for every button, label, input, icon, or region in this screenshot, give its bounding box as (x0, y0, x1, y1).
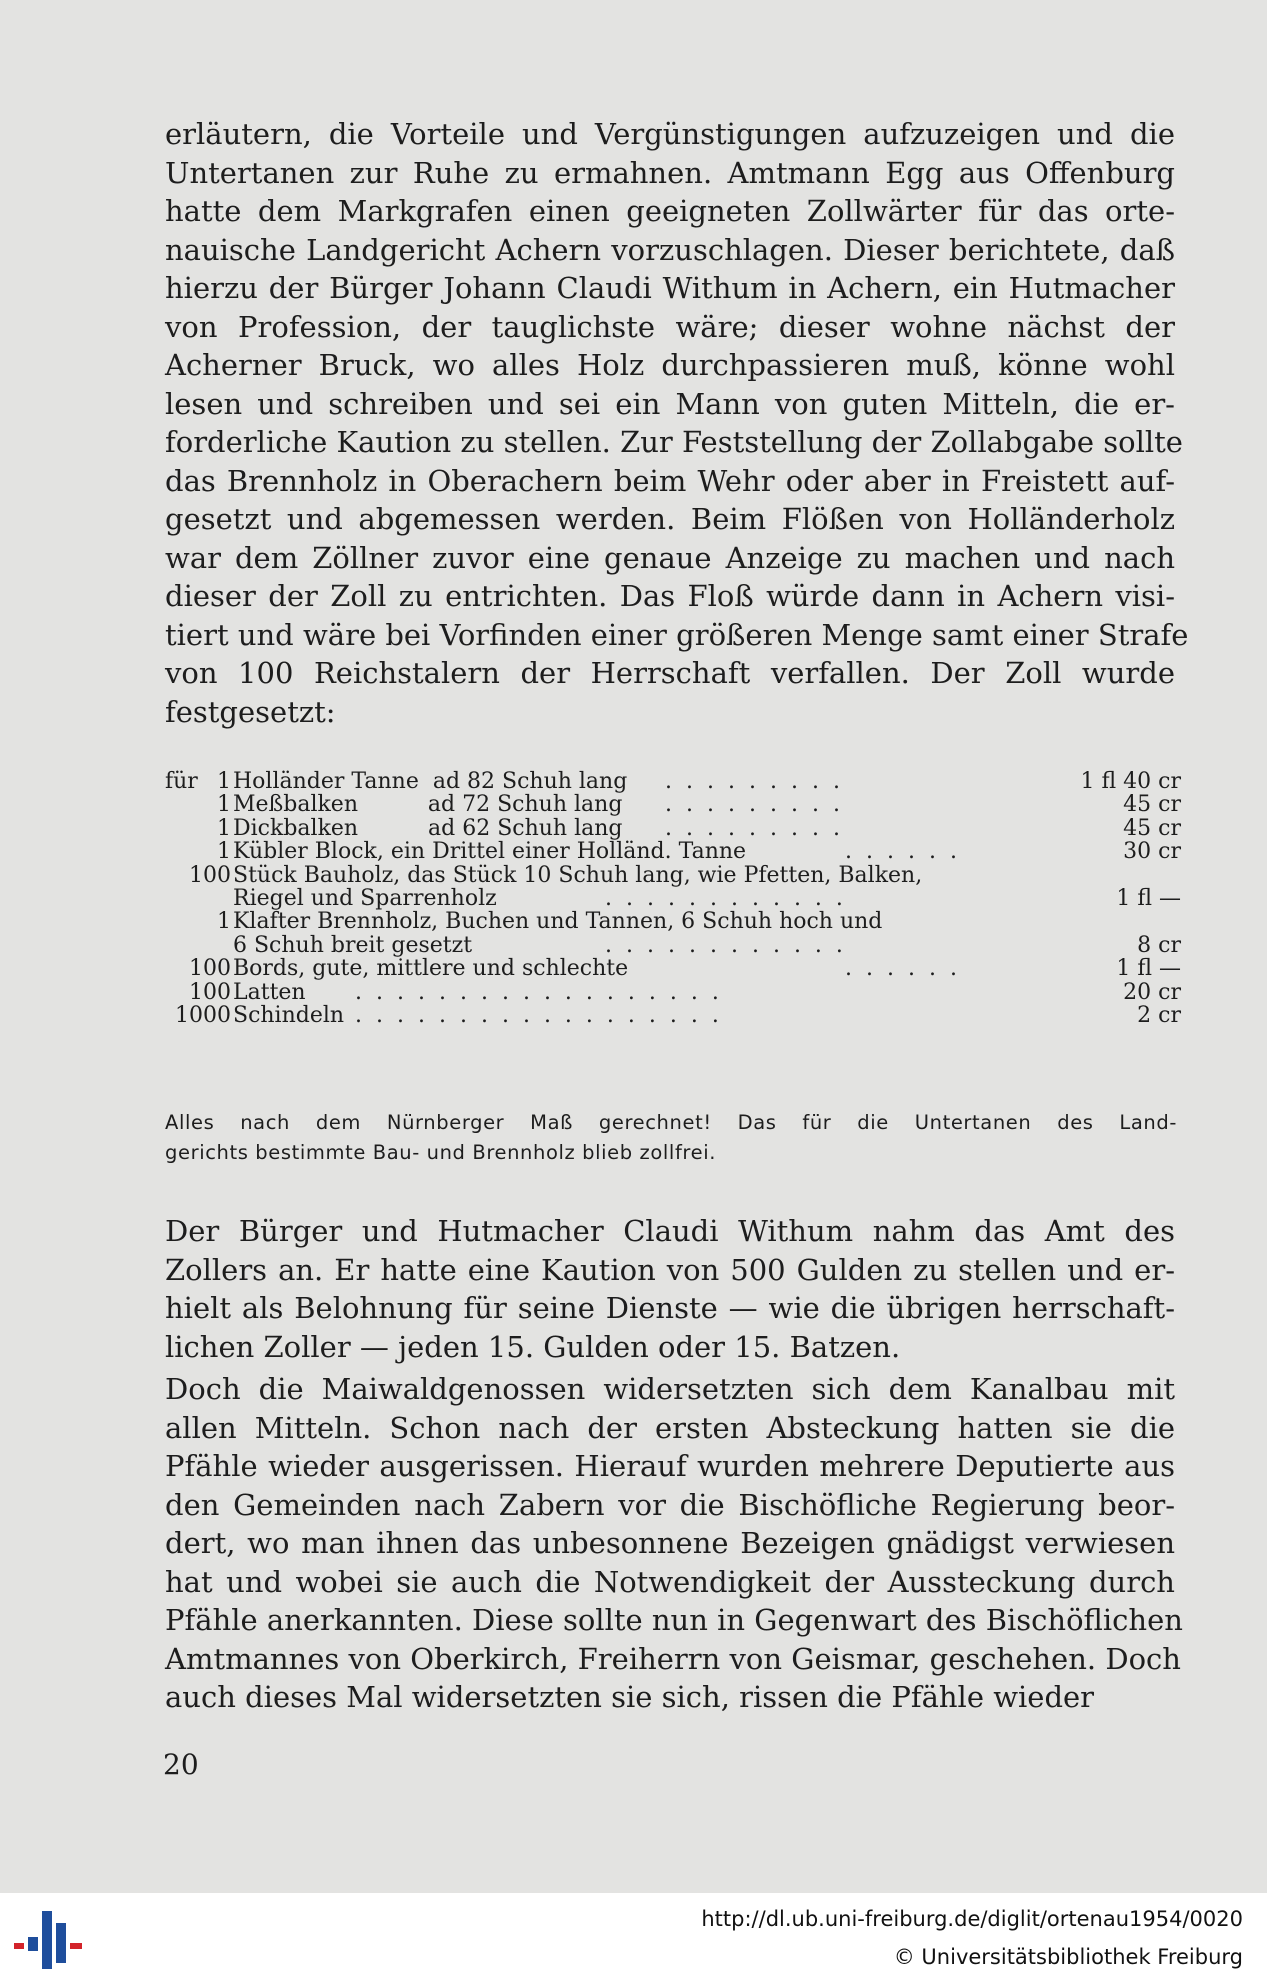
text-line: Alles nach dem Nürnberger Maß gerechnet! Das für die Untertanen des Land- (165, 1111, 1177, 1134)
row-price: 45 cr (1123, 792, 1181, 818)
dot-leader: ............ (605, 932, 857, 958)
dot-leader: ......... (665, 815, 854, 841)
dot-leader: ......... (665, 792, 854, 818)
row-description: Dickbalken ad 62 Schuh lang (233, 815, 623, 841)
text-line: hierzu der Bürger Johann Claudi Withum in Achern, ein Hutmacher (165, 271, 1175, 305)
text-line: gerichts bestimmte Bau- und Brennholz blieb zollfrei. (165, 1141, 717, 1164)
footnote (165, 1108, 1177, 1168)
dot-leader: ...... (845, 956, 971, 982)
row-description: Latten (233, 979, 306, 1005)
text-line: war dem Zöllner zuvor eine genaue Anzeige zu machen und nach (165, 540, 1175, 575)
text-line: allen Mitteln. Schon nach der ersten Absteckung hatten sie die (165, 1410, 1175, 1445)
paragraph-2 (165, 1212, 1175, 1366)
text-line: dert, wo man ihnen das unbesonnene Bezeigen gnädigst verwiesen (165, 1526, 1175, 1560)
row-description: Bords, gute, mittlere und schlechte (233, 956, 629, 982)
row-description: Riegel und Sparrenholz (233, 886, 497, 911)
paragraph-1 (165, 115, 1189, 731)
row-quantity: 100 (189, 979, 231, 1005)
row-quantity: 1 (217, 769, 231, 794)
text-line: von Profession, der tauglichste wäre; dieser wohne nächst der (165, 309, 1175, 344)
row-price: 8 cr (1137, 932, 1181, 958)
copyright-text: © Universitätsbibliothek Freiburg (893, 1945, 1243, 1969)
row-price: 1 fl 40 cr (1080, 769, 1181, 794)
text-line: Der Bürger und Hutmacher Claudi Withum nahm das Amt des (165, 1214, 1175, 1248)
source-url-link[interactable]: http://dl.ub.uni-freiburg.de/diglit/ortenau1954/0020 (701, 1907, 1243, 1931)
text-line: das Brennholz in Oberachern beim Wehr oder aber in Freistett auf- (165, 463, 1175, 498)
dot-leader: ...... (845, 839, 971, 865)
row-quantity: 1000 (175, 1003, 231, 1028)
row-description: Holländer Tanne ad 82 Schuh lang (233, 769, 628, 794)
text-line: forderliche Kaution zu stellen. Zur Feststellung der Zollabgabe sollte (165, 425, 1183, 459)
text-line: hat und wobei sie auch die Notwendigkeit der Aussteckung durch (165, 1564, 1175, 1599)
row-prefix: für (165, 769, 198, 794)
dot-leader: .................. (355, 979, 733, 1005)
row-description: Schindeln (233, 1003, 345, 1028)
text-line: festgesetzt: (165, 694, 336, 729)
page-number: 20 (163, 1748, 199, 1781)
row-price: 1 fl — (1116, 886, 1181, 911)
row-description: 6 Schuh breit gesetzt (233, 932, 473, 958)
text-line: nauische Landgericht Achern vorzuschlagen. Dieser berichtete, daß (165, 232, 1175, 267)
row-price: 45 cr (1123, 815, 1181, 841)
text-line: Pfähle wieder ausgerissen. Hierauf wurden mehrere Deputierte aus (165, 1449, 1175, 1483)
text-line: Amtmannes von Oberkirch, Freiherrn von Geismar, geschehen. Doch (165, 1641, 1181, 1676)
ub-freiburg-logo-icon (14, 1907, 84, 1973)
row-quantity: 1 (217, 815, 231, 841)
paragraph-3 (165, 1370, 1183, 1717)
row-quantity: 100 (189, 862, 231, 888)
footer-bar (0, 1893, 1267, 1984)
text-line: Acherner Bruck, wo alles Holz durchpassieren muß, könne wohl (165, 348, 1175, 382)
row-description: Stück Bauholz, das Stück 10 Schuh lang, wie Pfetten, Balken, (233, 862, 923, 888)
table-row (165, 1003, 1181, 1032)
row-price: 30 cr (1123, 839, 1181, 865)
text-line: von 100 Reichstalern der Herrschaft verfallen. Der Zoll wurde (165, 656, 1175, 690)
row-quantity: 1 (217, 792, 231, 818)
text-line: lesen und schreiben und sei ein Mann von guten Mitteln, die er- (165, 386, 1175, 421)
row-description: Meßbalken ad 72 Schuh lang (233, 792, 623, 818)
row-description: Klafter Brennholz, Buchen und Tannen, 6 Schuh hoch und (233, 909, 883, 935)
row-quantity: 100 (189, 956, 231, 982)
text-line: auch dieses Mal widersetzten sie sich, rissen die Pfähle wieder (165, 1680, 1095, 1714)
text-line: hielt als Belohnung für seine Dienste — wie die übrigen herrschaft- (165, 1291, 1175, 1325)
text-line: erläutern, die Vorteile und Vergünstigungen aufzuzeigen und die (165, 117, 1175, 151)
row-price: 1 fl — (1116, 956, 1181, 982)
row-quantity: 1 (217, 909, 231, 935)
text-line: gesetzt und abgemessen werden. Beim Flößen von Holländerholz (165, 502, 1175, 536)
text-line: Pfähle anerkannten. Diese sollte nun in Gegenwart des Bischöflichen (165, 1603, 1183, 1637)
text-line: Zollers an. Er hatte eine Kaution von 500 Gulden zu stellen und er- (165, 1252, 1175, 1287)
text-line: den Gemeinden nach Zabern vor die Bischöfliche Regierung beor- (165, 1487, 1175, 1522)
text-line: hatte dem Markgrafen einen geeigneten Zollwärter für das orte- (165, 194, 1175, 228)
row-price: 2 cr (1137, 1003, 1181, 1028)
row-price: 20 cr (1123, 979, 1181, 1005)
text-line: lichen Zoller — jeden 15. Gulden oder 15. Batzen. (165, 1329, 901, 1364)
dot-leader: ......... (665, 769, 854, 794)
text-line: Doch die Maiwaldgenossen widersetzten sich dem Kanalbau mit (165, 1372, 1175, 1406)
text-line: Untertanen zur Ruhe zu ermahnen. Amtmann Egg aus Offenburg (165, 155, 1175, 190)
dot-leader: ............ (605, 886, 857, 911)
dot-leader: .................. (355, 1003, 733, 1028)
text-line: dieser der Zoll zu entrichten. Das Floß würde dann in Achern visi- (165, 579, 1175, 613)
row-description: Kübler Block, ein Drittel einer Holländ. Tanne (233, 839, 747, 865)
text-line: tiert und wäre bei Vorfinden einer größeren Menge samt einer Strafe (165, 617, 1189, 652)
row-quantity: 1 (217, 839, 231, 865)
